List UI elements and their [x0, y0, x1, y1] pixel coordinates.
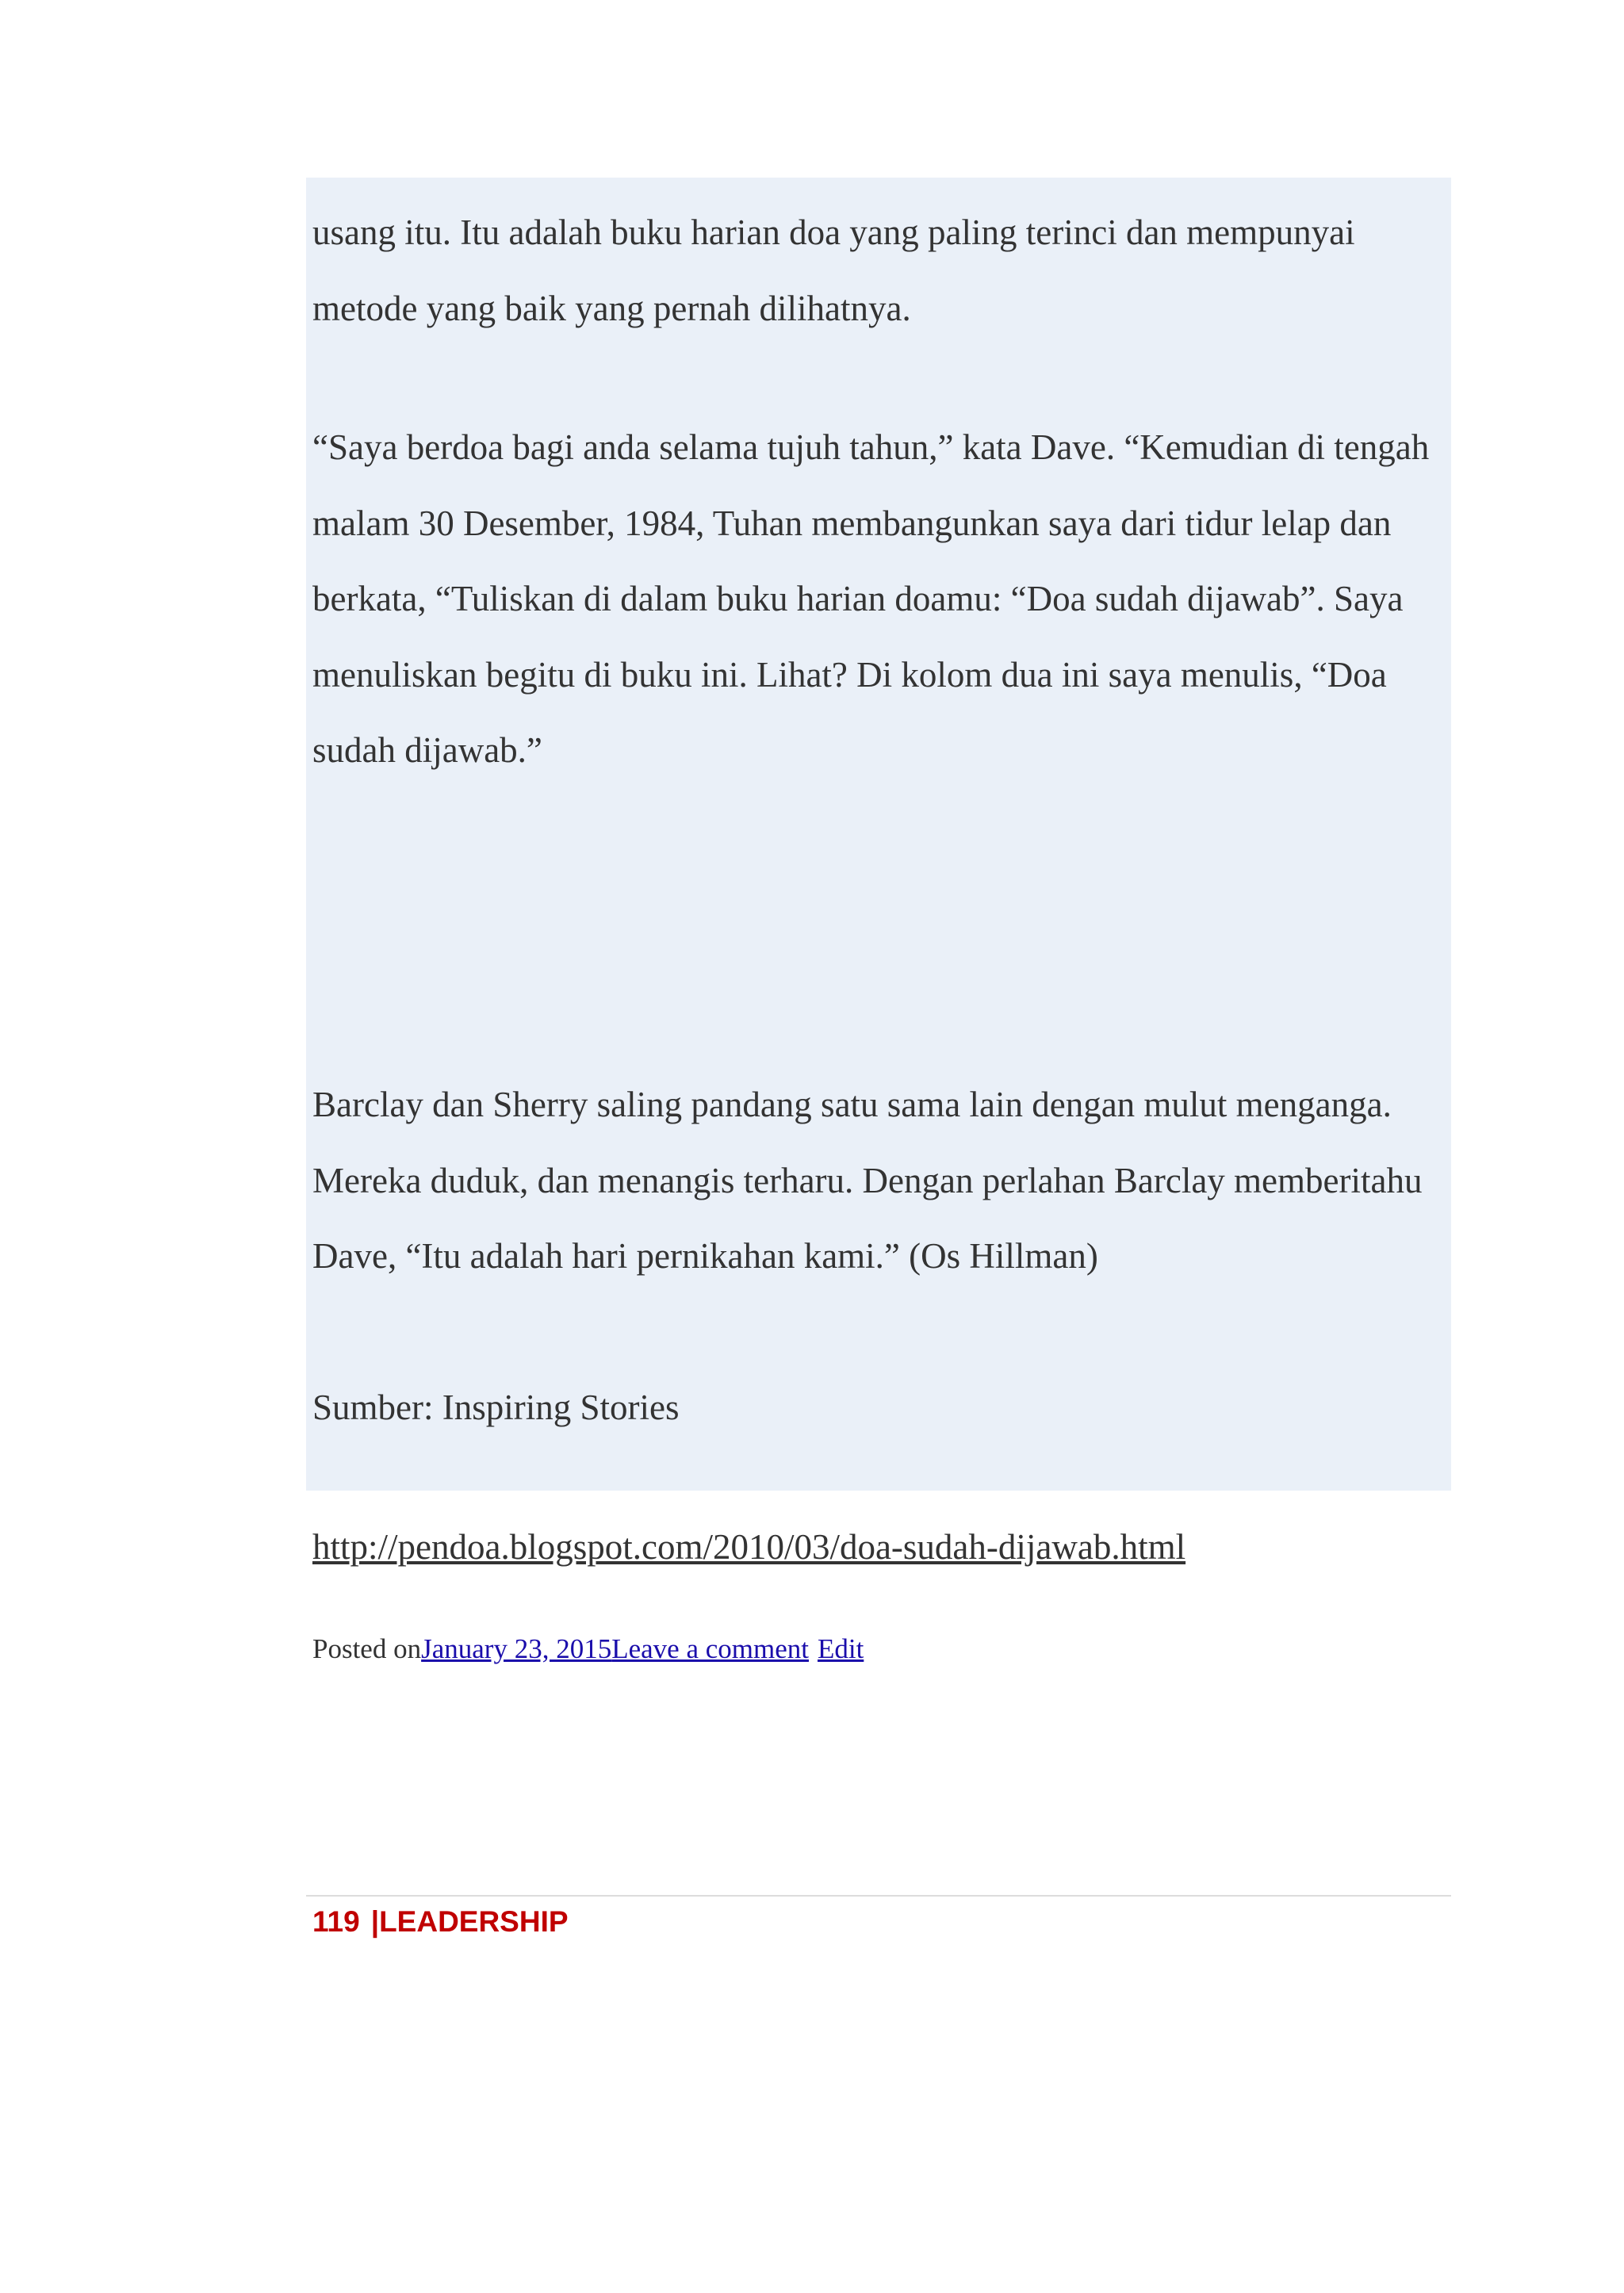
article-body	[306, 178, 1451, 1664]
posted-on-label: Posted on	[312, 1633, 422, 1664]
post-date-link[interactable]: January 23, 2015	[421, 1633, 612, 1664]
source-url-link[interactable]: http://pendoa.blogspot.com/2010/03/doa-sudah-dijawab.html	[312, 1527, 1186, 1567]
article-paragraph-2: “Saya berdoa bagi anda selama tujuh tahun,” kata Dave. “Kemudian di tengah malam 30 Desember, 1984, Tuhan membangunkan saya dari tidur lelap dan berkata, “Tuliskan di dalam buku harian doamu: “Doa sudah dijawab”. Saya menuliskan begitu di buku ini. Lihat? Di kolom dua ini saya menulis, “Doa sudah dijawab.”	[312, 427, 1430, 770]
edit-link[interactable]: Edit	[817, 1633, 864, 1664]
page-number: 119	[312, 1905, 360, 1938]
leave-comment-link[interactable]: Leave a comment	[611, 1633, 809, 1664]
article-paragraph-1: usang itu. Itu adalah buku harian doa yang paling terinci dan mempunyai metode yang baik yang pernah dilihatnya.	[312, 212, 1355, 328]
footer-separator: |	[370, 1905, 380, 1938]
source-url-paragraph	[312, 1510, 1451, 1586]
footer-divider	[306, 1895, 1451, 1897]
page-footer	[312, 1900, 569, 1944]
section-title: LEADERSHIP	[379, 1905, 569, 1938]
article-paragraph-3: Barclay dan Sherry saling pandang satu sama lain dengan mulut menganga. Mereka duduk, dan menangis terharu. Dengan perlahan Barclay memberitahu Dave, “Itu adalah hari pernikahan kami.” (Os Hillman)	[312, 1085, 1423, 1276]
source-credit: Sumber: Inspiring Stories	[312, 1388, 680, 1427]
post-meta	[312, 1630, 864, 1668]
